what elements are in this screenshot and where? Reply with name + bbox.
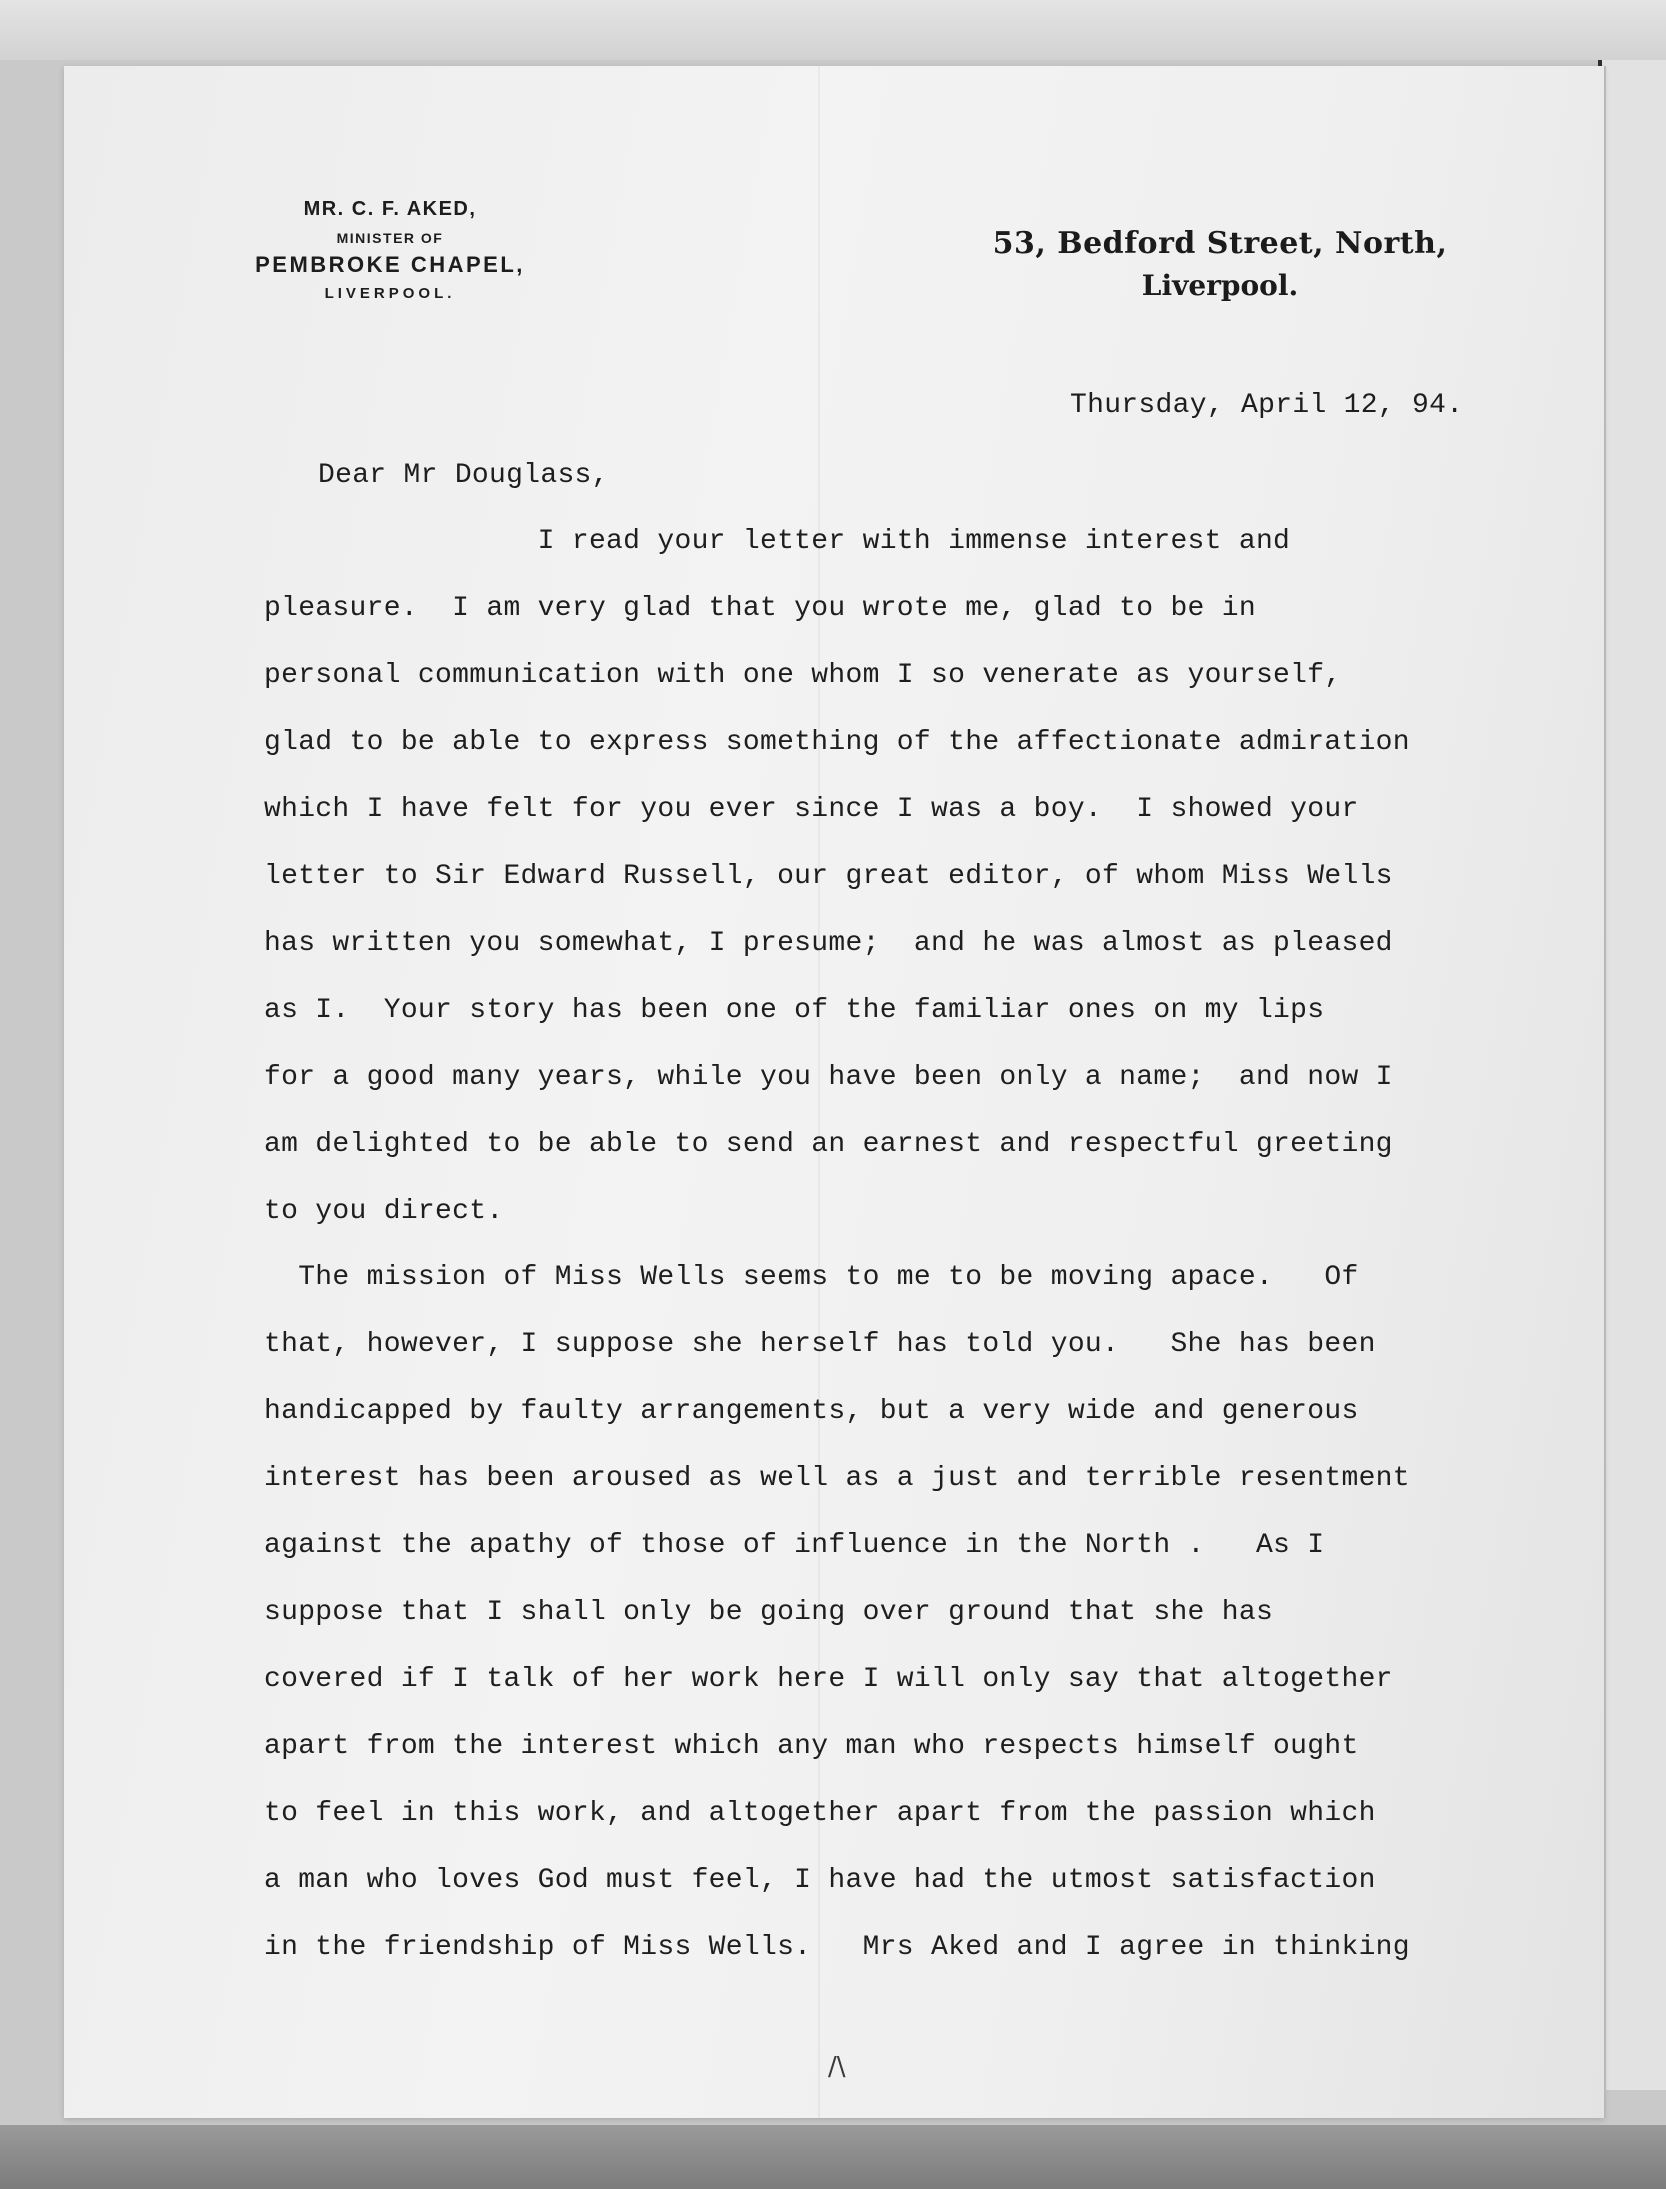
salutation: Dear Mr Douglass, [318,460,609,491]
body-line: interest has been aroused as well as a just and terrible resentment [264,1463,1410,1494]
body-line: glad to be able to express something of the affectionate admiration [264,727,1410,758]
body-line: for a good many years, while you have been only a name; and now I [264,1062,1393,1093]
body-line: I read your letter with immense interest and [264,526,1291,557]
body-line: personal communication with one whom I so venerate as yourself, [264,660,1342,691]
letterhead-address [960,222,1480,306]
ink-mark-icon: /\ [828,2052,846,2082]
body-line: to you direct. [264,1196,504,1227]
body-line: suppose that I shall only be going over ground that she has [264,1597,1274,1628]
body-line: apart from the interest which any man who respects himself ought [264,1731,1359,1762]
body-line: pleasure. I am very glad that you wrote me, glad to be in [264,593,1256,624]
address-street: 53, Bedford Street, North, [992,226,1448,261]
scan-top-edge [0,0,1666,60]
body-line: has written you somewhat, I presume; and he was almost as pleased [264,928,1393,959]
sender-role: MINISTER OF [336,230,444,246]
body-line: The mission of Miss Wells seems to me to be moving apace. Of [264,1262,1359,1293]
letter-date: Thursday, April 12, 94. [1070,390,1464,421]
body-line: which I have felt for you ever since I was a boy. I showed your [264,794,1359,825]
body-line: am delighted to be able to send an earnest and respectful greeting [264,1129,1393,1160]
adjacent-page-edge [1598,60,1666,2090]
body-line: as I. Your story has been one of the familiar ones on my lips [264,995,1325,1026]
body-line: that, however, I suppose she herself has told you. She has been [264,1329,1376,1360]
body-line: to feel in this work, and altogether apart from the passion which [264,1798,1376,1829]
body-line: in the friendship of Miss Wells. Mrs Aked and I agree in thinking [264,1932,1410,1963]
sender-chapel: PEMBROKE CHAPEL, [255,251,525,277]
body-line: handicapped by faulty arrangements, but a very wide and generous [264,1396,1359,1427]
body-line: against the apathy of those of influence in the North . As I [264,1530,1325,1561]
body-line: covered if I talk of her work here I will only say that altogether [264,1664,1393,1695]
sender-city: LIVERPOOL. [324,284,456,302]
sender-name: MR. C. F. AKED, [303,198,477,220]
scan-bottom-edge [0,2125,1666,2189]
body-line: a man who loves God must feel, I have had the utmost satisfaction [264,1865,1376,1896]
body-line: letter to Sir Edward Russell, our great editor, of whom Miss Wells [264,861,1393,892]
address-town: Liverpool. [1141,268,1299,302]
letterhead-sender [200,196,580,304]
